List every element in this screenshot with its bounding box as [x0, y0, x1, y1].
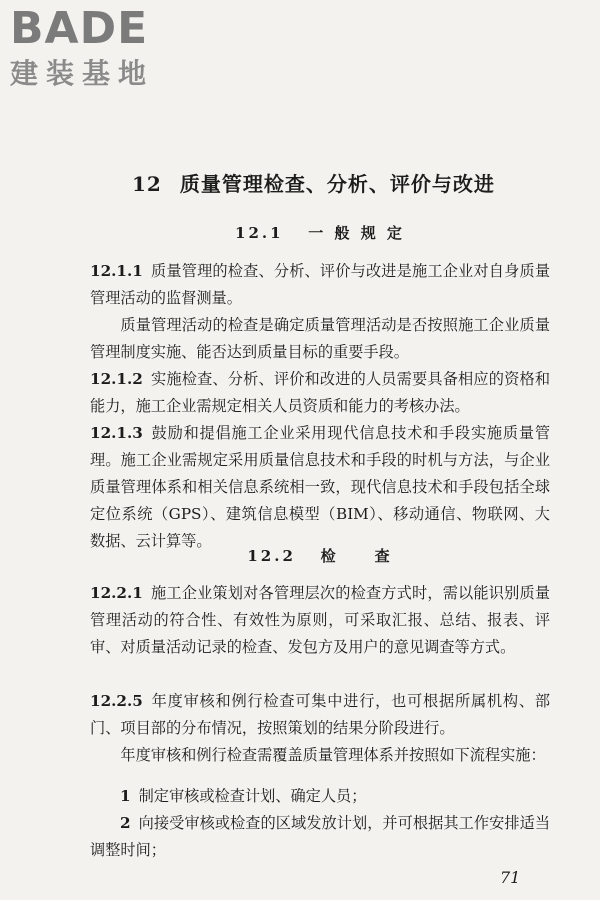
logo-chinese-name: 建装基地 [10, 57, 155, 90]
clause-number: 12.1.2 [90, 370, 143, 388]
section-number: 12.2 [247, 547, 296, 565]
list-item [120, 783, 550, 810]
logo-wordmark: BADE [10, 3, 149, 54]
paragraph-text: 年度审核和例行检查需覆盖质量管理体系并按照如下流程实施： [120, 746, 546, 764]
publisher-logo [10, 3, 190, 92]
list-item-text: 制定审核或检查计划、确定人员； [138, 787, 367, 805]
clause-paragraph [90, 420, 550, 555]
section-heading [90, 545, 550, 566]
clause-paragraph [90, 688, 550, 742]
section-number: 12.1 [235, 224, 284, 242]
clause-text: 施工企业策划对各管理层次的检查方式时，需以能识别质量管理活动的符合性、有效性为原则，可采取汇报、总结、报表、评审、对质量活动记录的检查、发包方及用户的意见调查等方式。 [90, 584, 550, 656]
list-item-text: 向接受审核或检查的区域发放计划，并可根据其工作安排适当调整时间； [90, 814, 550, 859]
clause-number: 12.2.5 [90, 692, 143, 710]
list-item-number: 2 [120, 814, 131, 832]
chapter-number: 12 [132, 172, 162, 196]
paragraph-text: 质量管理活动的检查是确定质量管理活动是否按照施工企业质量管理制度实施、能否达到质量目标的重要手段。 [90, 316, 550, 361]
list-item [90, 810, 550, 864]
section-heading [90, 222, 550, 243]
chapter-title [132, 168, 532, 197]
body-paragraph [90, 742, 550, 769]
list-item-number: 1 [120, 787, 131, 805]
clause-number: 12.1.1 [90, 262, 143, 280]
clause-paragraph [90, 258, 550, 312]
clause-number: 12.1.3 [90, 424, 143, 442]
clause-number: 12.2.1 [90, 584, 143, 602]
page-number: 71 [500, 868, 521, 887]
body-paragraph [90, 312, 550, 366]
section-title-text: 一 般 规 定 [308, 224, 405, 242]
clause-text: 年度审核和例行检查可集中进行，也可根据所属机构、部门、项目部的分布情况，按照策划的结果分阶段进行。 [90, 692, 550, 737]
section-title-text: 检 查 [320, 547, 393, 565]
clause-text: 质量管理的检查、分析、评价与改进是施工企业对自身质量管理活动的监督测量。 [90, 262, 550, 307]
clause-text: 实施检查、分析、评价和改进的人员需要具备相应的资格和能力，施工企业需规定相关人员资质和能力的考核办法。 [90, 370, 550, 415]
clause-paragraph [90, 366, 550, 420]
chapter-title-text: 质量管理检查、分析、评价与改进 [179, 172, 495, 196]
clause-text: 鼓励和提倡施工企业采用现代信息技术和手段实施质量管理。施工企业需规定采用质量信息技术和手段的时机与方法，与企业质量管理体系和相关信息系统相一致，现代信息技术和手段包括全球定位系统（GPS）、建筑信息模型（BIM）、移动通信、物联网、大数据、云计算等。 [90, 424, 550, 550]
clause-paragraph [90, 580, 550, 661]
